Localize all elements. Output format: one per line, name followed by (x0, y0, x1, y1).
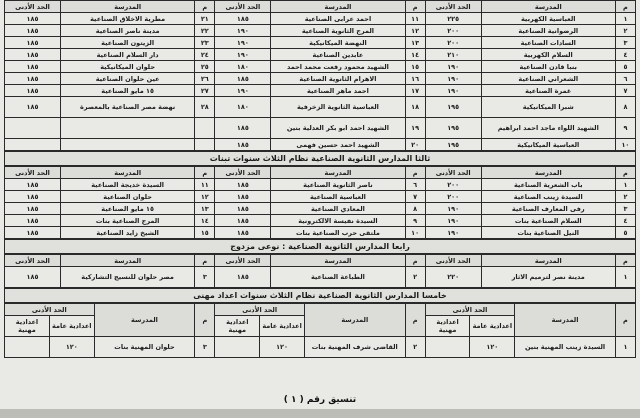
section-3-table (4, 254, 636, 288)
min-score: ١٩٠ (215, 37, 271, 49)
min-score: ٢١٠ (425, 49, 481, 61)
school-name: السيدة زينب الصناعية (481, 191, 615, 203)
col-min: الحد الأدنى (215, 304, 304, 316)
school-name: الزيتون الصناعية (61, 37, 195, 49)
school-name: الشعراني الصناعية (481, 73, 615, 85)
school-name (61, 118, 195, 139)
min-score: ١٨٥ (215, 227, 271, 239)
min-score: ٢٢٠ (425, 267, 481, 288)
row-num: ٤ (615, 215, 635, 227)
table-row (5, 118, 636, 139)
min-score: ١٨٠ (215, 61, 271, 73)
min-score (5, 139, 61, 151)
column-header: المدرسة (61, 167, 195, 179)
min-score: ١٨٥ (5, 227, 61, 239)
column-header: المدرسة (61, 255, 195, 267)
row-num: ٧ (405, 191, 425, 203)
row-num: ٦ (405, 179, 425, 191)
min-score: ١٩٠ (425, 85, 481, 97)
row-num: ١٤ (405, 49, 425, 61)
min-score: ١٨٥ (5, 73, 61, 85)
school-name: الشهيد اللواء ماجد احمد ابراهيم (481, 118, 615, 139)
section-3-header (5, 255, 636, 267)
school-name: القاضى شرف المهنية بنات (304, 337, 405, 358)
row-num: ١٠ (615, 139, 635, 151)
school-name: باب الشعرية الصناعية (481, 179, 615, 191)
row-num: ٨ (615, 97, 635, 118)
table-row (5, 179, 636, 191)
row-num: ٤ (615, 49, 635, 61)
col-min: الحد الأدنى (5, 304, 95, 316)
row-num: ٣ (195, 267, 215, 288)
row-num: ٢٢ (195, 25, 215, 37)
section-4-header (5, 304, 636, 316)
school-name: السيدة زينب المهنية بنين (515, 337, 616, 358)
school-name: مدينة نصر لترميم الاثار (481, 267, 615, 288)
school-name: عين حلوان الصناعية (61, 73, 195, 85)
row-num: ١٦ (405, 73, 425, 85)
sub-general: اعدادية عامة (49, 316, 94, 337)
min-score: ١٨٥ (215, 13, 271, 25)
min-score: ١٢٠ (49, 337, 94, 358)
row-num: ١٣ (405, 37, 425, 49)
section-3-title: رابعا المدارس الثانوية الصناعية : نوعى مزدوج (4, 239, 636, 254)
row-num: ٨ (405, 203, 425, 215)
school-name: الطباعة الصناعية (271, 267, 405, 288)
school-name: المرج الثانوية الصناعية (271, 25, 405, 37)
row-num: ٩ (405, 215, 425, 227)
row-num: ٢ (405, 337, 425, 358)
column-header: الحد الأدنى (5, 1, 61, 13)
min-score: ١٨٥ (5, 179, 61, 191)
column-header: م (405, 1, 425, 13)
row-num: ٣ (615, 203, 635, 215)
min-score: ١٩٠ (425, 61, 481, 73)
coordination-number: تنسيق رقم ( ١ ) (283, 395, 357, 405)
row-num: ٢٠ (405, 139, 425, 151)
col-min: الحد الأدنى (425, 304, 514, 316)
min-score: ١٨٥ (5, 215, 61, 227)
row-num: ٢٤ (195, 49, 215, 61)
min-score: ١٨٥ (215, 179, 271, 191)
min-score: ١٩٠ (425, 73, 481, 85)
row-num: ٣ (615, 37, 635, 49)
column-header: المدرسة (481, 1, 615, 13)
sub-general: اعدادية عامة (470, 316, 515, 337)
school-name: بنبا قادن الصناعية (481, 61, 615, 73)
table-row (5, 203, 636, 215)
min-score: ١٨٥ (215, 203, 271, 215)
school-name: النهضة الميكانيكية (271, 37, 405, 49)
row-num: ٢٧ (195, 85, 215, 97)
min-score: ١٩٠ (425, 227, 481, 239)
school-name: ملتقى حرب الصناعية بنات (271, 227, 405, 239)
school-name: السيدة نفيسة الالكترونية (271, 215, 405, 227)
column-header: المدرسة (61, 1, 195, 13)
min-score: ١٨٥ (5, 61, 61, 73)
school-name: الشهيد احمد ابو بكر العدلية بنين (271, 118, 405, 139)
column-header: الحد الأدنى (425, 255, 481, 267)
col-num: م (195, 304, 215, 337)
min-score: ١٩٠ (425, 215, 481, 227)
table-row (5, 215, 636, 227)
school-name: مطرية الاخلاق الصناعية (61, 13, 195, 25)
school-name: حلوان الميكانيكية (61, 61, 195, 73)
column-header: م (195, 255, 215, 267)
row-num: ٥ (615, 61, 635, 73)
row-num: ١٠ (405, 227, 425, 239)
table-row (5, 85, 636, 97)
min-score: ١٩٠ (215, 25, 271, 37)
row-num: ٢٥ (195, 61, 215, 73)
school-name: النيل الصناعية بنات (481, 227, 615, 239)
col-school: المدرسة (515, 304, 616, 337)
school-name: الشهيد محمود رفعت محمد احمد (271, 61, 405, 73)
section-4-title: خامسا المدارس الثانوية الصناعية نظام الثلاث سنوات اعداد مهنى (4, 288, 636, 303)
table-row (5, 139, 636, 151)
table-row (5, 61, 636, 73)
table-row (5, 227, 636, 239)
row-num: ٥ (615, 227, 635, 239)
school-name: العباسية الصناعية (271, 191, 405, 203)
row-num: ١ (615, 267, 635, 288)
school-name: مدينة ناصر الصناعية (61, 25, 195, 37)
row-num: ٦ (615, 73, 635, 85)
sub-vocational: اعدادية مهنية (5, 316, 50, 337)
school-name: العباسية الميكانيكية (481, 139, 615, 151)
column-header: المدرسة (481, 255, 615, 267)
school-name: مصر حلوان للنسيج التشاركية (61, 267, 195, 288)
section-2-table (4, 166, 636, 239)
school-name: حلوان الصناعية (61, 191, 195, 203)
school-name: السلام الصناعية بنات (481, 215, 615, 227)
school-name: دار السلام الصناعية (61, 49, 195, 61)
table-row (5, 25, 636, 37)
column-header: م (195, 1, 215, 13)
school-name: رفى المعارف الصناعية (481, 203, 615, 215)
row-num: ٧ (615, 85, 635, 97)
column-header: المدرسة (271, 255, 405, 267)
row-num: ٢١ (195, 13, 215, 25)
min-score: ١٨٥ (5, 267, 61, 288)
row-num: ١٢ (405, 25, 425, 37)
school-name: المرج الصناعية بنات (61, 215, 195, 227)
min-score: ١٨٥ (5, 191, 61, 203)
min-score: ١٨٥ (5, 97, 61, 118)
min-score: ١٨٥ (215, 191, 271, 203)
school-name: الشيخ زايد الصناعية (61, 227, 195, 239)
school-name: الاهرام الثانوية الصناعية (271, 73, 405, 85)
column-header: المدرسة (271, 1, 405, 13)
section-2-title: ثالثا المدارس الثانوية الصناعية نظام الثلاث سنوات تبنات (4, 151, 636, 166)
column-header: م (405, 255, 425, 267)
min-score: ١٩٥ (425, 118, 481, 139)
school-name: ناصر الثانوية الصناعية (271, 179, 405, 191)
table-row (5, 49, 636, 61)
column-header: الحد الأدنى (215, 1, 271, 13)
min-score: ٢٠٠ (425, 191, 481, 203)
column-header: م (405, 167, 425, 179)
table-row (5, 191, 636, 203)
school-name: السيدة خديجة الصناعية (61, 179, 195, 191)
table-row (5, 37, 636, 49)
row-num: ٩ (615, 118, 635, 139)
row-num: ١٤ (195, 215, 215, 227)
column-header: الحد الأدنى (215, 167, 271, 179)
row-num: ١٩ (405, 118, 425, 139)
scan-edge (0, 409, 640, 418)
section-1-header (5, 1, 636, 13)
min-score: ١٨٥ (215, 267, 271, 288)
row-num: ٢ (615, 25, 635, 37)
min-score: ١٨٥ (5, 203, 61, 215)
section-2-header (5, 167, 636, 179)
school-name: السادات الصناعية (481, 37, 615, 49)
column-header: م (195, 167, 215, 179)
column-header: م (615, 167, 635, 179)
sub-vocational: اعدادية مهنية (215, 316, 260, 337)
school-name: العباسية الكهربية (481, 13, 615, 25)
min-score: ١٨٠ (215, 97, 271, 118)
row-num: ٢٣ (195, 37, 215, 49)
row-num: ٢٦ (195, 73, 215, 85)
col-school: المدرسة (304, 304, 405, 337)
row-num: ١ (615, 13, 635, 25)
min-score: ١٨٥ (215, 139, 271, 151)
table-row (5, 73, 636, 85)
school-name: المعادي الصناعية (271, 203, 405, 215)
row-num: ١١ (405, 13, 425, 25)
min-score: ٢٠٠ (425, 37, 481, 49)
min-score: ١٩٥ (425, 97, 481, 118)
row-num: ١ (615, 179, 635, 191)
column-header: م (615, 255, 635, 267)
min-score: ٢٠٠ (425, 25, 481, 37)
section-1-table (4, 0, 636, 151)
row-num: ١٣ (195, 203, 215, 215)
row-num: ٢ (615, 191, 635, 203)
table-row (5, 267, 636, 288)
row-num: ١٢ (195, 191, 215, 203)
min-score: ١٢٠ (470, 337, 515, 358)
row-num: ١٥ (405, 61, 425, 73)
school-name: ١٥ مايو الصناعية (61, 85, 195, 97)
school-name (61, 139, 195, 151)
row-num (195, 118, 215, 139)
column-header: الحد الأدنى (425, 1, 481, 13)
min-score: ١٢٠ (260, 337, 305, 358)
min-score: ٢٠٠ (425, 179, 481, 191)
school-name: شبرا الميكانيكية (481, 97, 615, 118)
school-name: حلوان المهنية بنات (94, 337, 195, 358)
min-score: ١٨٥ (5, 49, 61, 61)
sub-vocational: اعدادية مهنية (425, 316, 470, 337)
section-4-table (4, 303, 636, 358)
min-score: ١٩٠ (215, 85, 271, 97)
column-header: الحد الأدنى (5, 167, 61, 179)
row-num: ١٧ (405, 85, 425, 97)
col-num: م (405, 304, 425, 337)
school-name: عابدين الصناعية (271, 49, 405, 61)
row-num: ٢٨ (195, 97, 215, 118)
school-name: الشهيد احمد حسين فهمى (271, 139, 405, 151)
col-num: م (615, 304, 635, 337)
school-name: احمد عرابى الصناعية (271, 13, 405, 25)
min-score (5, 337, 50, 358)
table-row (5, 97, 636, 118)
school-name: الرضوانية الصناعية (481, 25, 615, 37)
row-num: ١٥ (195, 227, 215, 239)
school-name: نهضة مصر الصناعية بالمعصرة (61, 97, 195, 118)
column-header: م (615, 1, 635, 13)
column-header: الحد الأدنى (215, 255, 271, 267)
school-name: ١٥ مايو الصناعية (61, 203, 195, 215)
table-row (5, 13, 636, 25)
school-name: العباسية الثانوية الزخرفية (271, 97, 405, 118)
min-score: ١٨٥ (215, 73, 271, 85)
column-header: المدرسة (271, 167, 405, 179)
min-score: ١٨٥ (5, 85, 61, 97)
min-score: ١٩٥ (425, 139, 481, 151)
admission-table (4, 0, 636, 358)
min-score: ١٨٥ (215, 215, 271, 227)
table-row (5, 337, 636, 358)
col-school: المدرسة (94, 304, 195, 337)
row-num: ١١ (195, 179, 215, 191)
column-header: الحد الأدنى (425, 167, 481, 179)
row-num: ١ (615, 337, 635, 358)
row-num: ٣ (195, 337, 215, 358)
min-score: ١٨٥ (215, 118, 271, 139)
row-num: ١٨ (405, 97, 425, 118)
school-name: السلام الكهربية (481, 49, 615, 61)
school-name: غمرة الصناعية (481, 85, 615, 97)
min-score: ٢٢٥ (425, 13, 481, 25)
min-score: ١٨٥ (5, 13, 61, 25)
column-header: الحد الأدنى (5, 255, 61, 267)
min-score: ١٨٥ (5, 37, 61, 49)
min-score: ١٨٥ (5, 25, 61, 37)
row-num (195, 139, 215, 151)
school-name: احمد ماهر الصناعية (271, 85, 405, 97)
column-header: المدرسة (481, 167, 615, 179)
sub-general: اعدادية عامة (260, 316, 305, 337)
row-num: ٢ (405, 267, 425, 288)
min-score (5, 118, 61, 139)
min-score (215, 337, 260, 358)
min-score (425, 337, 470, 358)
min-score: ١٩٠ (425, 203, 481, 215)
min-score: ١٩٠ (215, 49, 271, 61)
